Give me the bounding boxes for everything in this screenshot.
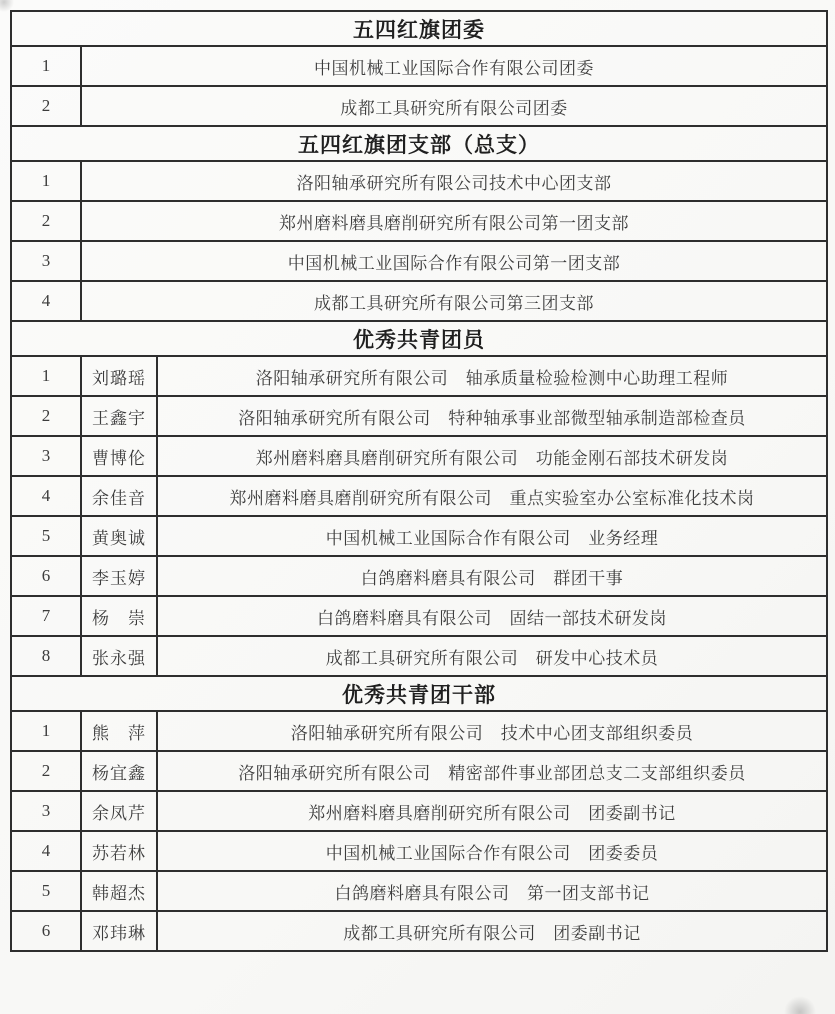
org-name: 成都工具研究所有限公司第三团支部 [81, 281, 827, 321]
table-row [11, 831, 827, 871]
person-name: 曹博伦 [81, 436, 157, 476]
org-position: 洛阳轴承研究所有限公司 特种轴承事业部微型轴承制造部检查员 [157, 396, 827, 436]
row-number: 4 [11, 281, 81, 321]
row-number: 2 [11, 396, 81, 436]
table-row [11, 476, 827, 516]
section-title: 优秀共青团干部 [11, 676, 827, 711]
person-name: 苏若林 [81, 831, 157, 871]
row-number: 3 [11, 241, 81, 281]
table-row [11, 871, 827, 911]
table-row [11, 636, 827, 676]
row-number: 1 [11, 356, 81, 396]
table-row [11, 711, 827, 751]
person-name: 刘璐瑶 [81, 356, 157, 396]
row-number: 5 [11, 871, 81, 911]
row-number: 6 [11, 556, 81, 596]
row-number: 1 [11, 46, 81, 86]
row-number: 1 [11, 711, 81, 751]
org-position: 郑州磨料磨具磨削研究所有限公司 团委副书记 [157, 791, 827, 831]
row-number: 6 [11, 911, 81, 951]
org-position: 洛阳轴承研究所有限公司 精密部件事业部团总支二支部组织委员 [157, 751, 827, 791]
awards-table [10, 10, 828, 952]
org-position: 郑州磨料磨具磨削研究所有限公司 功能金刚石部技术研发岗 [157, 436, 827, 476]
section-title: 优秀共青团员 [11, 321, 827, 356]
person-name: 王鑫宇 [81, 396, 157, 436]
table-row [11, 751, 827, 791]
table-row [11, 556, 827, 596]
org-name: 成都工具研究所有限公司团委 [81, 86, 827, 126]
row-number: 2 [11, 86, 81, 126]
org-name: 洛阳轴承研究所有限公司技术中心团支部 [81, 161, 827, 201]
org-position: 白鸽磨料磨具有限公司 群团干事 [157, 556, 827, 596]
org-position: 洛阳轴承研究所有限公司 轴承质量检验检测中心助理工程师 [157, 356, 827, 396]
org-position: 中国机械工业国际合作有限公司 团委委员 [157, 831, 827, 871]
person-name: 余凤芹 [81, 791, 157, 831]
person-name: 余佳音 [81, 476, 157, 516]
person-name: 邓玮琳 [81, 911, 157, 951]
org-position: 中国机械工业国际合作有限公司 业务经理 [157, 516, 827, 556]
person-name: 杨宜鑫 [81, 751, 157, 791]
section-header-row [11, 126, 827, 161]
org-name: 郑州磨料磨具磨削研究所有限公司第一团支部 [81, 201, 827, 241]
row-number: 4 [11, 831, 81, 871]
person-name: 熊 萍 [81, 711, 157, 751]
table-row [11, 86, 827, 126]
org-position: 白鸽磨料磨具有限公司 固结一部技术研发岗 [157, 596, 827, 636]
person-name: 李玉婷 [81, 556, 157, 596]
table-row [11, 396, 827, 436]
table-row [11, 281, 827, 321]
table-row [11, 201, 827, 241]
table-row [11, 46, 827, 86]
org-position: 洛阳轴承研究所有限公司 技术中心团支部组织委员 [157, 711, 827, 751]
table-row [11, 516, 827, 556]
table-row [11, 241, 827, 281]
section-title: 五四红旗团委 [11, 11, 827, 46]
table-row [11, 161, 827, 201]
table-row [11, 356, 827, 396]
row-number: 7 [11, 596, 81, 636]
row-number: 1 [11, 161, 81, 201]
person-name: 黄奥诚 [81, 516, 157, 556]
table-row [11, 791, 827, 831]
org-name: 中国机械工业国际合作有限公司第一团支部 [81, 241, 827, 281]
person-name: 杨 崇 [81, 596, 157, 636]
person-name: 张永强 [81, 636, 157, 676]
org-name: 中国机械工业国际合作有限公司团委 [81, 46, 827, 86]
org-position: 郑州磨料磨具磨削研究所有限公司 重点实验室办公室标准化技术岗 [157, 476, 827, 516]
section-title: 五四红旗团支部（总支） [11, 126, 827, 161]
org-position: 白鸽磨料磨具有限公司 第一团支部书记 [157, 871, 827, 911]
org-position: 成都工具研究所有限公司 研发中心技术员 [157, 636, 827, 676]
section-header-row [11, 321, 827, 356]
table-row [11, 436, 827, 476]
person-name: 韩超杰 [81, 871, 157, 911]
row-number: 4 [11, 476, 81, 516]
table-row [11, 911, 827, 951]
row-number: 3 [11, 791, 81, 831]
section-header-row [11, 11, 827, 46]
row-number: 5 [11, 516, 81, 556]
row-number: 2 [11, 201, 81, 241]
row-number: 3 [11, 436, 81, 476]
org-position: 成都工具研究所有限公司 团委副书记 [157, 911, 827, 951]
row-number: 8 [11, 636, 81, 676]
row-number: 2 [11, 751, 81, 791]
table-row [11, 596, 827, 636]
section-header-row [11, 676, 827, 711]
